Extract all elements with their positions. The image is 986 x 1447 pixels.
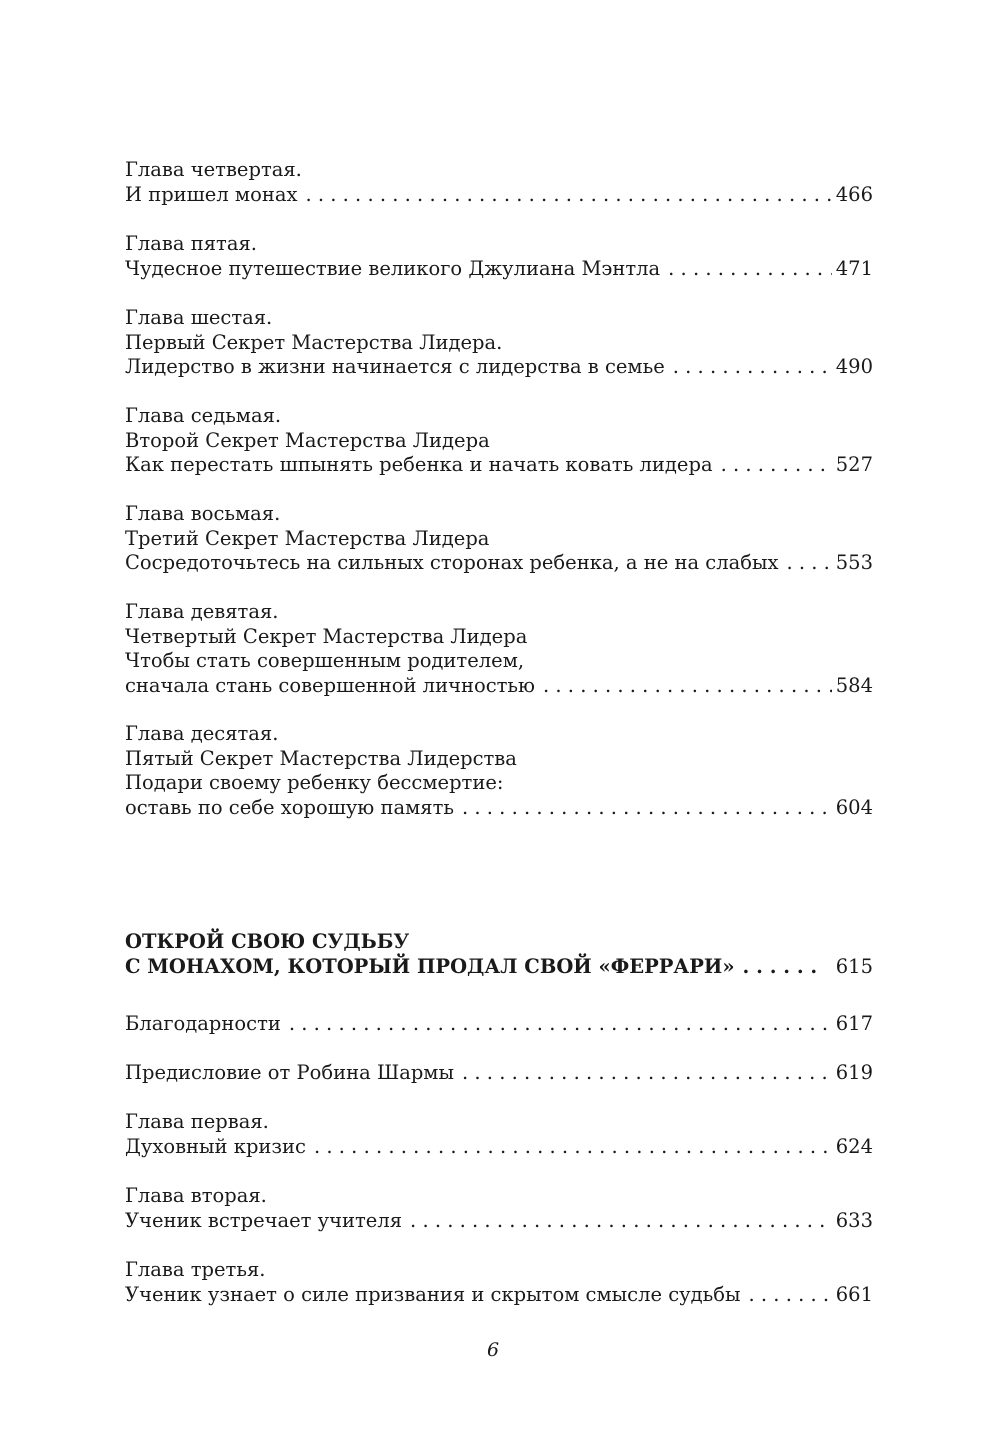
toc-entry-line: Первый Секрет Мастерства Лидера. xyxy=(125,330,503,354)
toc-entry xyxy=(125,404,873,478)
toc-entry-title: И пришел монах xyxy=(125,182,298,206)
dot-leader xyxy=(305,183,831,208)
toc-entry-line: Глава третья. xyxy=(125,1258,266,1281)
toc-entry-title-row xyxy=(125,796,873,821)
toc-entry xyxy=(125,502,873,576)
dot-leader xyxy=(786,551,831,576)
toc-entry-title: Духовный кризис xyxy=(125,1134,306,1158)
toc-page-number: 527 xyxy=(835,453,873,476)
toc-page-number: 471 xyxy=(835,256,873,280)
toc-entry-title: Ученик встречает учителя xyxy=(125,1208,403,1232)
toc-entry-title: Ученик узнает о силе призвания и скрытом смысле судьбы xyxy=(125,1282,741,1306)
toc-entry-line: Третий Секрет Мастерства Лидера xyxy=(125,526,490,550)
toc-entry-line: Глава седьмая. xyxy=(125,404,282,427)
toc-entry-line: Глава первая. xyxy=(125,1110,269,1133)
dot-leader xyxy=(668,257,832,282)
part-title-line: ОТКРОЙ СВОЮ СУДЬБУ xyxy=(125,930,410,953)
toc-entry-title: Благодарности xyxy=(125,1012,281,1035)
toc-entry-title: Чудесное путешествие великого Джулиана Мэнтла xyxy=(125,256,661,280)
dot-leader xyxy=(543,674,832,699)
toc-entry-line: Подари своему ребенку бессмертие: xyxy=(125,771,504,794)
toc-entry-line: Глава шестая. xyxy=(125,306,273,329)
toc-entry-title: оставь по себе хорошую память xyxy=(125,795,454,819)
toc-page-number: 617 xyxy=(835,1012,873,1035)
toc-entry-title-row xyxy=(125,1012,873,1037)
toc-page-number: 615 xyxy=(835,954,873,978)
toc-entry-title: сначала стань совершенной личностью xyxy=(125,673,535,697)
toc-entry-line: Глава девятая. xyxy=(125,600,279,623)
toc-entry-line: Глава пятая. xyxy=(125,232,257,255)
toc-entry-title: Предисловие от Робина Шармы xyxy=(125,1061,454,1084)
dot-leader xyxy=(749,1283,832,1308)
toc-entry-title-row xyxy=(125,257,873,282)
toc-entry-title: Сосредоточьтесь на сильных сторонах ребенка, а не на слабых xyxy=(125,551,779,574)
toc-part-heading xyxy=(125,930,873,979)
toc-page-number: 466 xyxy=(835,182,873,206)
toc-page-number: 633 xyxy=(835,1208,873,1232)
toc-entry xyxy=(125,1012,873,1037)
toc-entry xyxy=(125,1184,873,1233)
toc-entry-title-row xyxy=(125,1283,873,1308)
dot-leader xyxy=(462,1061,832,1086)
dot-leader xyxy=(314,1135,832,1160)
dot-leader xyxy=(673,355,832,380)
toc-entry-line: Четвертый Секрет Мастерства Лидера xyxy=(125,624,528,648)
toc-entry-title-row xyxy=(125,551,873,576)
dot-leader xyxy=(743,955,818,980)
toc-entry-title: Как перестать шпынять ребенка и начать ковать лидера xyxy=(125,453,713,476)
toc-entry-title-row xyxy=(125,1135,873,1160)
toc-entry-title-row xyxy=(125,453,873,478)
part-title-row xyxy=(125,955,873,980)
page-number-folio: 6 xyxy=(486,1339,500,1361)
toc-page-number: 619 xyxy=(835,1061,873,1084)
toc-entry xyxy=(125,232,873,281)
toc-entry-title-row xyxy=(125,183,873,208)
toc-entry-title-row xyxy=(125,674,873,699)
toc-page-number: 584 xyxy=(835,673,873,697)
toc-page-number: 553 xyxy=(835,551,873,574)
toc-entry xyxy=(125,600,873,698)
dot-leader xyxy=(289,1012,832,1037)
toc-entry-line: Глава восьмая. xyxy=(125,502,281,525)
toc-entry xyxy=(125,722,873,820)
toc-entry-line: Чтобы стать совершенным родителем, xyxy=(125,649,525,672)
dot-leader xyxy=(410,1209,832,1234)
toc-entry-title: Лидерство в жизни начинается с лидерства в семье xyxy=(125,355,665,378)
toc-page-number: 661 xyxy=(835,1282,873,1306)
toc-entry-title-row xyxy=(125,355,873,380)
toc-entry xyxy=(125,1258,873,1307)
toc-page-number: 490 xyxy=(835,355,873,378)
toc-entry xyxy=(125,1110,873,1159)
toc-entry xyxy=(125,158,873,207)
dot-leader xyxy=(462,796,832,821)
toc-entry xyxy=(125,1061,873,1086)
toc-entry-title-row xyxy=(125,1061,873,1086)
dot-leader xyxy=(721,453,832,478)
toc-page-number: 604 xyxy=(835,795,873,819)
toc-entry-line: Глава десятая. xyxy=(125,722,279,745)
toc-entry-line: Глава вторая. xyxy=(125,1184,267,1207)
toc-entry-line: Второй Секрет Мастерства Лидера xyxy=(125,428,490,452)
toc-entry-line: Глава четвертая. xyxy=(125,158,302,181)
toc-entry xyxy=(125,306,873,380)
part-title: С МОНАХОМ, КОТОРЫЙ ПРОДАЛ СВОЙ «ФЕРРАРИ» xyxy=(125,954,735,978)
toc-entry-title-row xyxy=(125,1209,873,1234)
toc-page-number: 624 xyxy=(835,1134,873,1158)
toc-entry-line: Пятый Секрет Мастерства Лидерства xyxy=(125,746,517,770)
